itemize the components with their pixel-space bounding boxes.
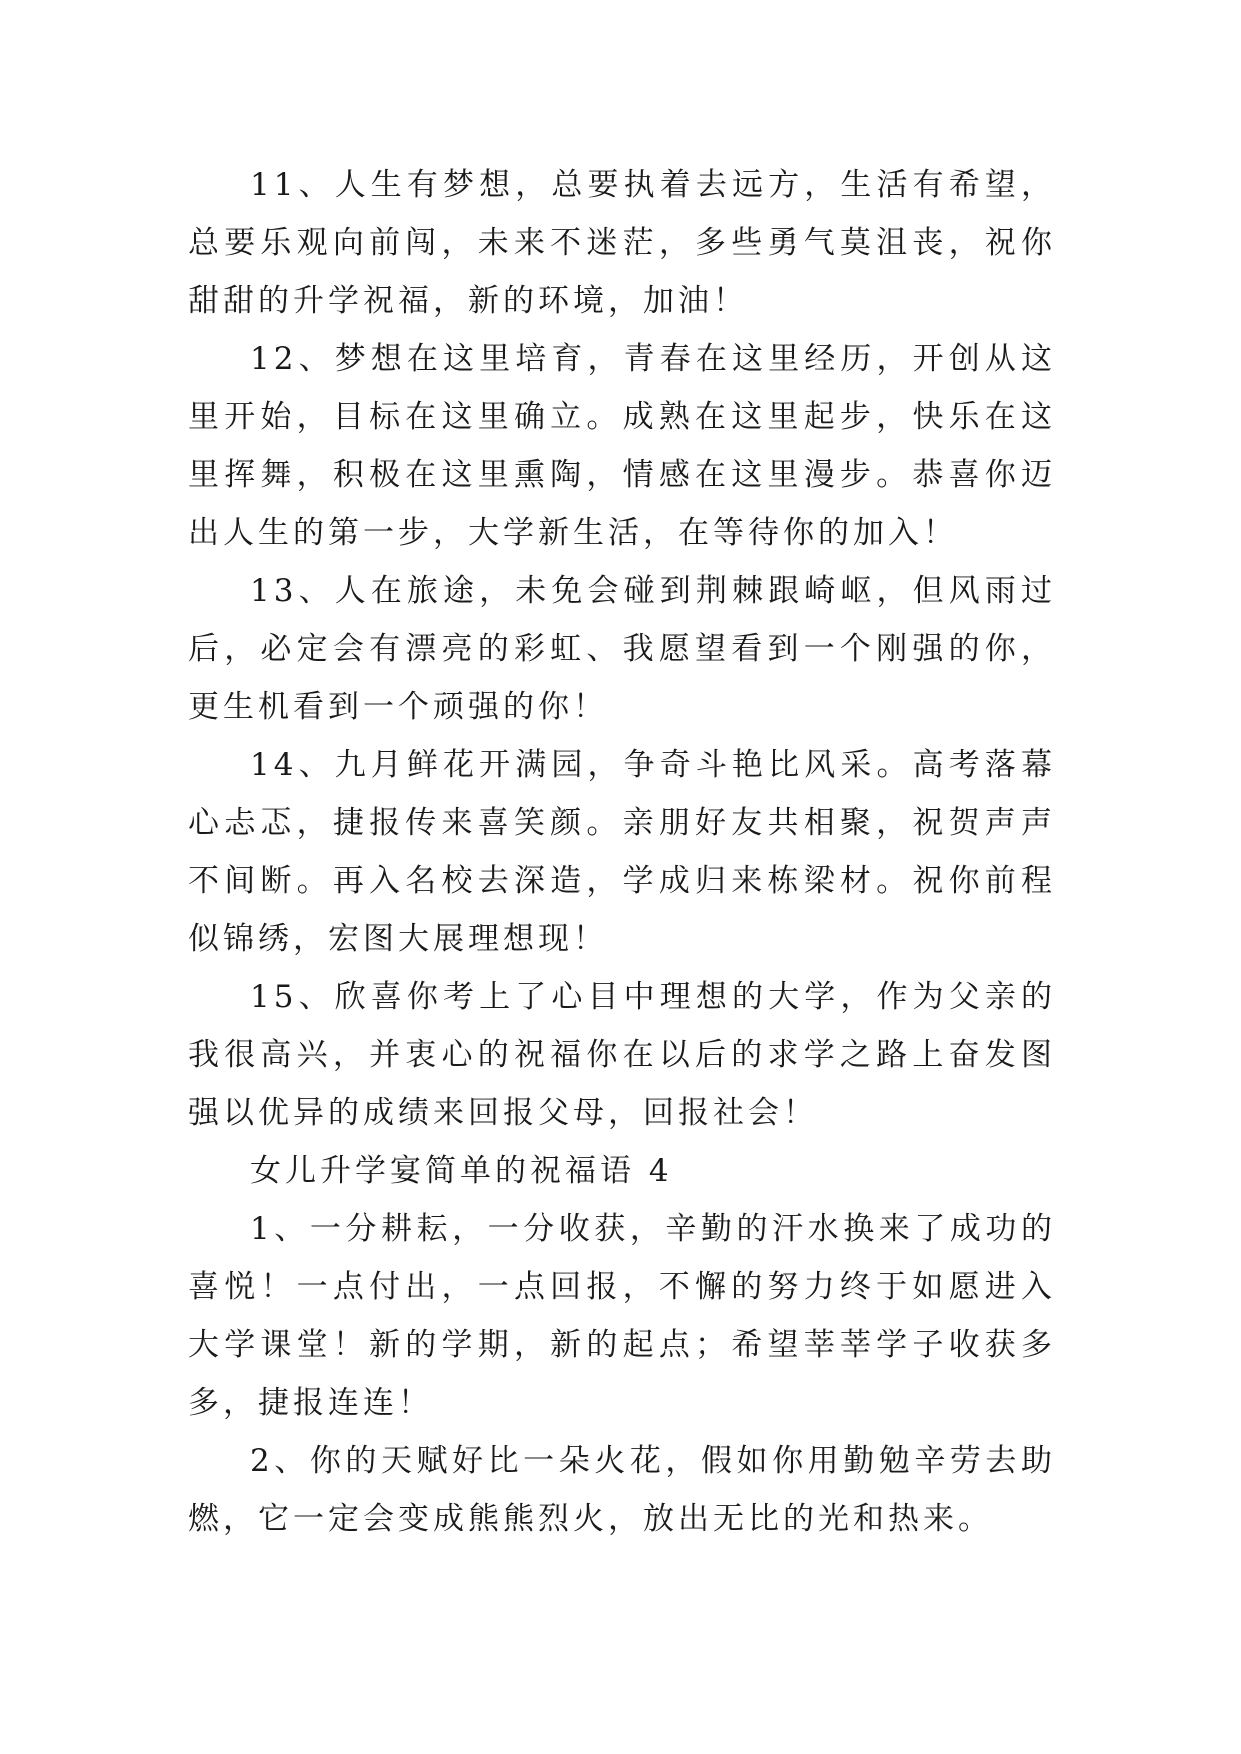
section-paragraph-2: 2、你的天赋好比一朵火花，假如你用勤勉辛劳去助燃，它一定会变成熊熊烈火，放出无比的光和热来。 (188, 1443, 1056, 1537)
paragraph-11: 11、人生有梦想，总要执着去远方，生活有希望，总要乐观向前闯，未来不迷茫，多些勇气莫沮丧，祝你甜甜的升学祝福，新的环境，加油！ (188, 167, 1056, 319)
paragraph-12: 12、梦想在这里培育，青春在这里经历，开创从这里开始，目标在这里确立。成熟在这里起步，快乐在这里挥舞，积极在这里熏陶，情感在这里漫步。恭喜你迈出人生的第一步，大学新生活，在等待你的加入！ (188, 341, 1056, 551)
document-body (188, 156, 1056, 1548)
section-heading: 女儿升学宴简单的祝福语 4 (250, 1153, 673, 1189)
paragraph-14: 14、九月鲜花开满园，争奇斗艳比风采。高考落幕心忐忑，捷报传来喜笑颜。亲朋好友共相聚，祝贺声声不间断。再入名校去深造，学成归来栋梁材。祝你前程似锦绣，宏图大展理想现！ (188, 747, 1056, 957)
section-paragraph-1: 1、一分耕耘，一分收获，辛勤的汗水换来了成功的喜悦！一点付出，一点回报，不懈的努力终于如愿进入大学课堂！新的学期，新的起点；希望莘莘学子收获多多，捷报连连！ (188, 1211, 1056, 1421)
paragraph-15: 15、欣喜你考上了心目中理想的大学，作为父亲的我很高兴，并衷心的祝福你在以后的求学之路上奋发图强以优异的成绩来回报父母，回报社会！ (188, 979, 1056, 1131)
paragraph-13: 13、人在旅途，未免会碰到荆棘跟崎岖，但风雨过后，必定会有漂亮的彩虹、我愿望看到一个刚强的你，更生机看到一个顽强的你！ (188, 573, 1056, 725)
